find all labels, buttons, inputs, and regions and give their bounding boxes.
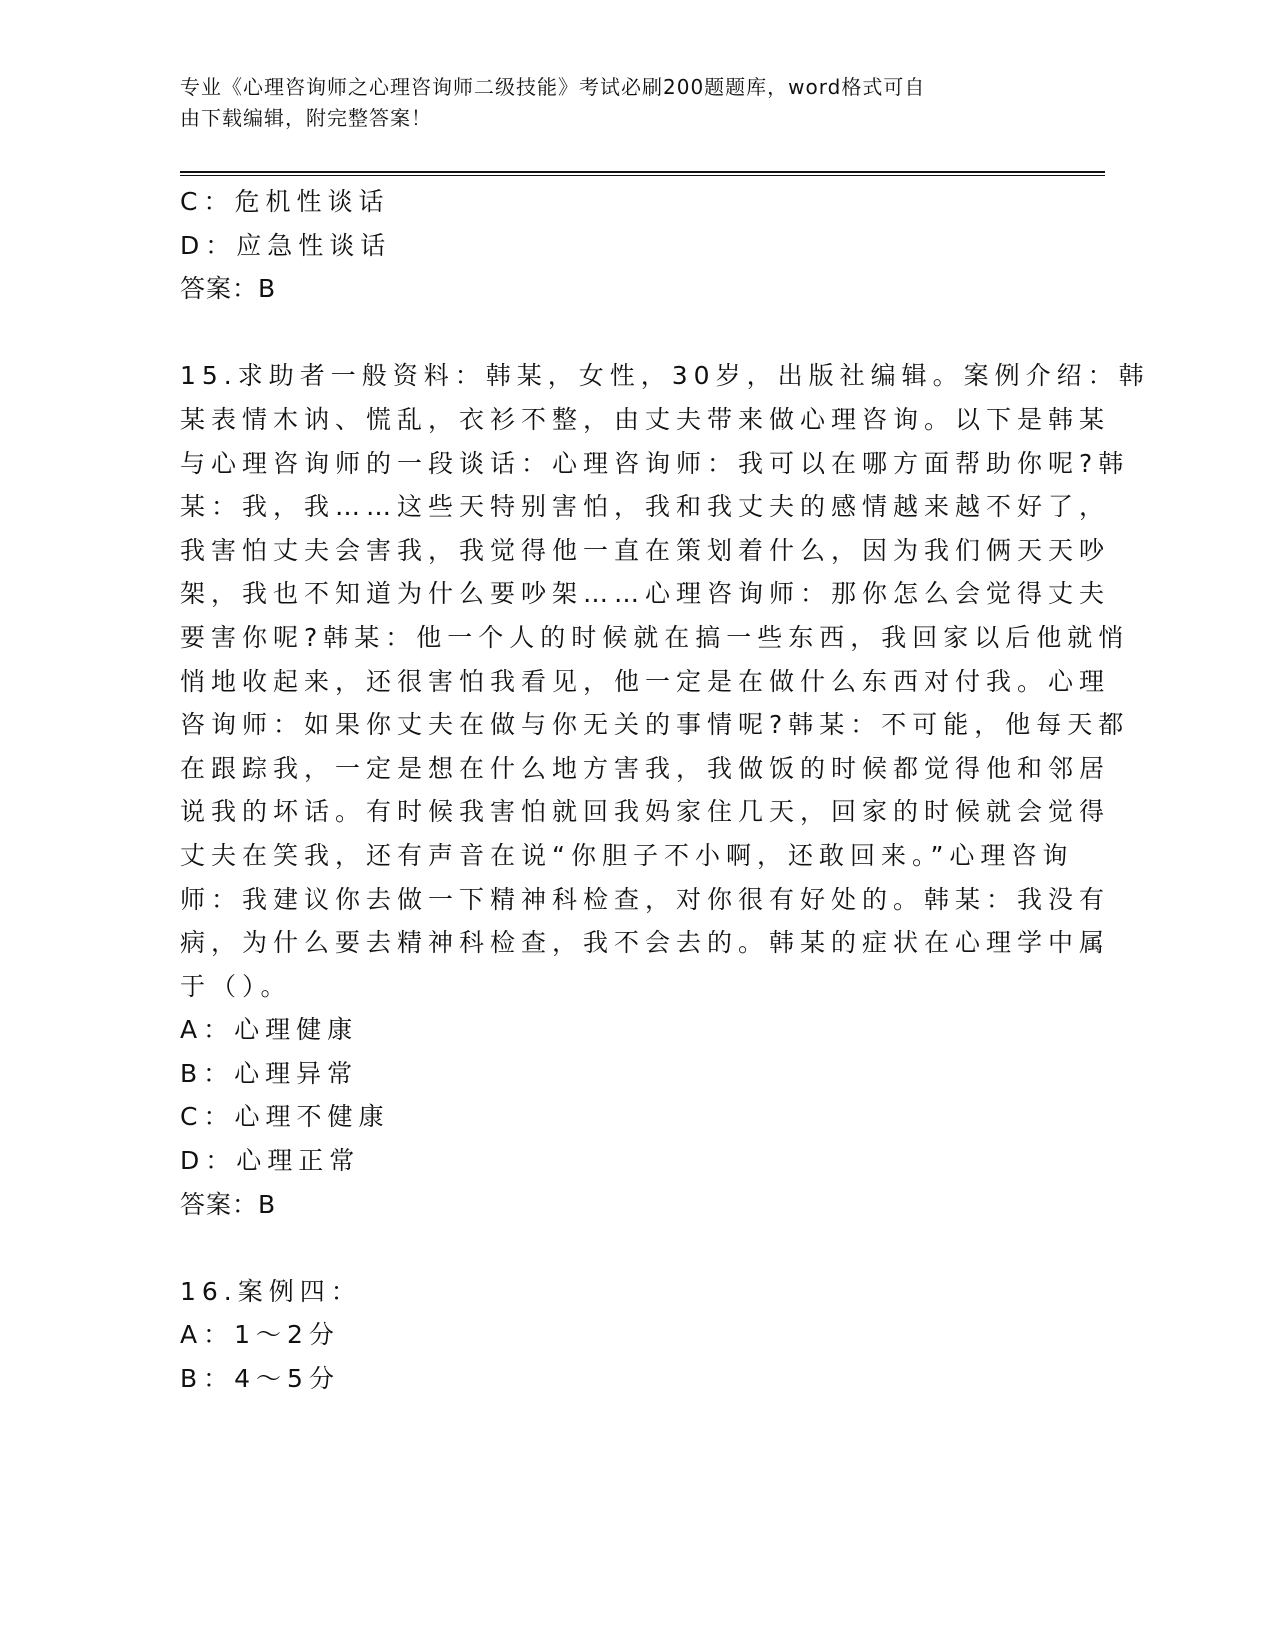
question-line: 于（）。 [180,971,292,1001]
option-d: D：心理正常 [180,1146,361,1176]
question-line: 咨询师：如果你丈夫在做与你无关的事情呢?韩某：不可能，他每天都 [180,710,1130,740]
header-line: 由下载编辑，附完整答案！ [180,106,432,130]
option-c: C：危机性谈话 [180,187,390,216]
question-16 [180,1270,1080,1401]
header-divider-thin [180,175,1105,176]
document-header [180,72,1060,134]
option-d: D：应急性谈话 [180,230,392,260]
question-line: 某表情木讷、慌乱，衣衫不整，由丈夫带来做心理咨询。以下是韩某 [180,404,1111,434]
question-line: 说我的坏话。有时候我害怕就回我妈家住几天，回家的时候就会觉得 [180,797,1111,827]
question-line: 病，为什么要去精神科检查，我不会去的。韩某的症状在心理学中属 [180,928,1111,958]
question-line: 丈夫在笑我，还有声音在说“你胆子不小啊，还敢回来。”心理咨询 [180,840,1074,870]
question-line: 在跟踪我，一定是想在什么地方害我，我做饭的时候都觉得他和邻居 [180,753,1111,783]
document-body [180,180,1150,1401]
question-line: 某：我，我……这些天特别害怕，我和我丈夫的感情越来越不好了， [180,492,1111,522]
header-line: 专业《心理咨询师之心理咨询师二级技能》考试必刷200题题库，word格式可自 [180,75,926,99]
question-15 [180,354,1150,1226]
option-a: A：心理健康 [180,1015,359,1045]
question-line: 架，我也不知道为什么要吵架……心理咨询师：那你怎么会觉得丈夫 [180,579,1111,609]
option-c: C：心理不健康 [180,1102,390,1132]
option-b: B：心理异常 [180,1058,359,1088]
answer: 答案：B [180,1189,277,1219]
spacer [180,1226,1080,1270]
question-line: 我害怕丈夫会害我，我觉得他一直在策划着什么，因为我们俩天天吵 [180,535,1111,565]
question-line: 悄地收起来，还很害怕我看见，他一定是在做什么东西对付我。心理 [180,666,1111,696]
option-b: B：4～5分 [180,1364,340,1394]
question-line: 15.求助者一般资料：韩某，女性，30岁，出版社编辑。案例介绍：韩 [180,361,1150,391]
question-line: 与心理咨询师的一段谈话：心理咨询师：我可以在哪方面帮助你呢?韩 [180,448,1130,478]
spacer [180,311,1080,355]
answer: 答案：B [180,274,277,304]
question-stem: 16.案例四： [180,1276,362,1306]
header-divider [180,171,1105,173]
question-line: 要害你呢?韩某：他一个人的时候就在搞一些东西，我回家以后他就悄 [180,622,1130,652]
question-line: 师：我建议你去做一下精神科检查，对你很有好处的。韩某：我没有 [180,884,1111,914]
option-a: A：1～2分 [180,1320,340,1350]
